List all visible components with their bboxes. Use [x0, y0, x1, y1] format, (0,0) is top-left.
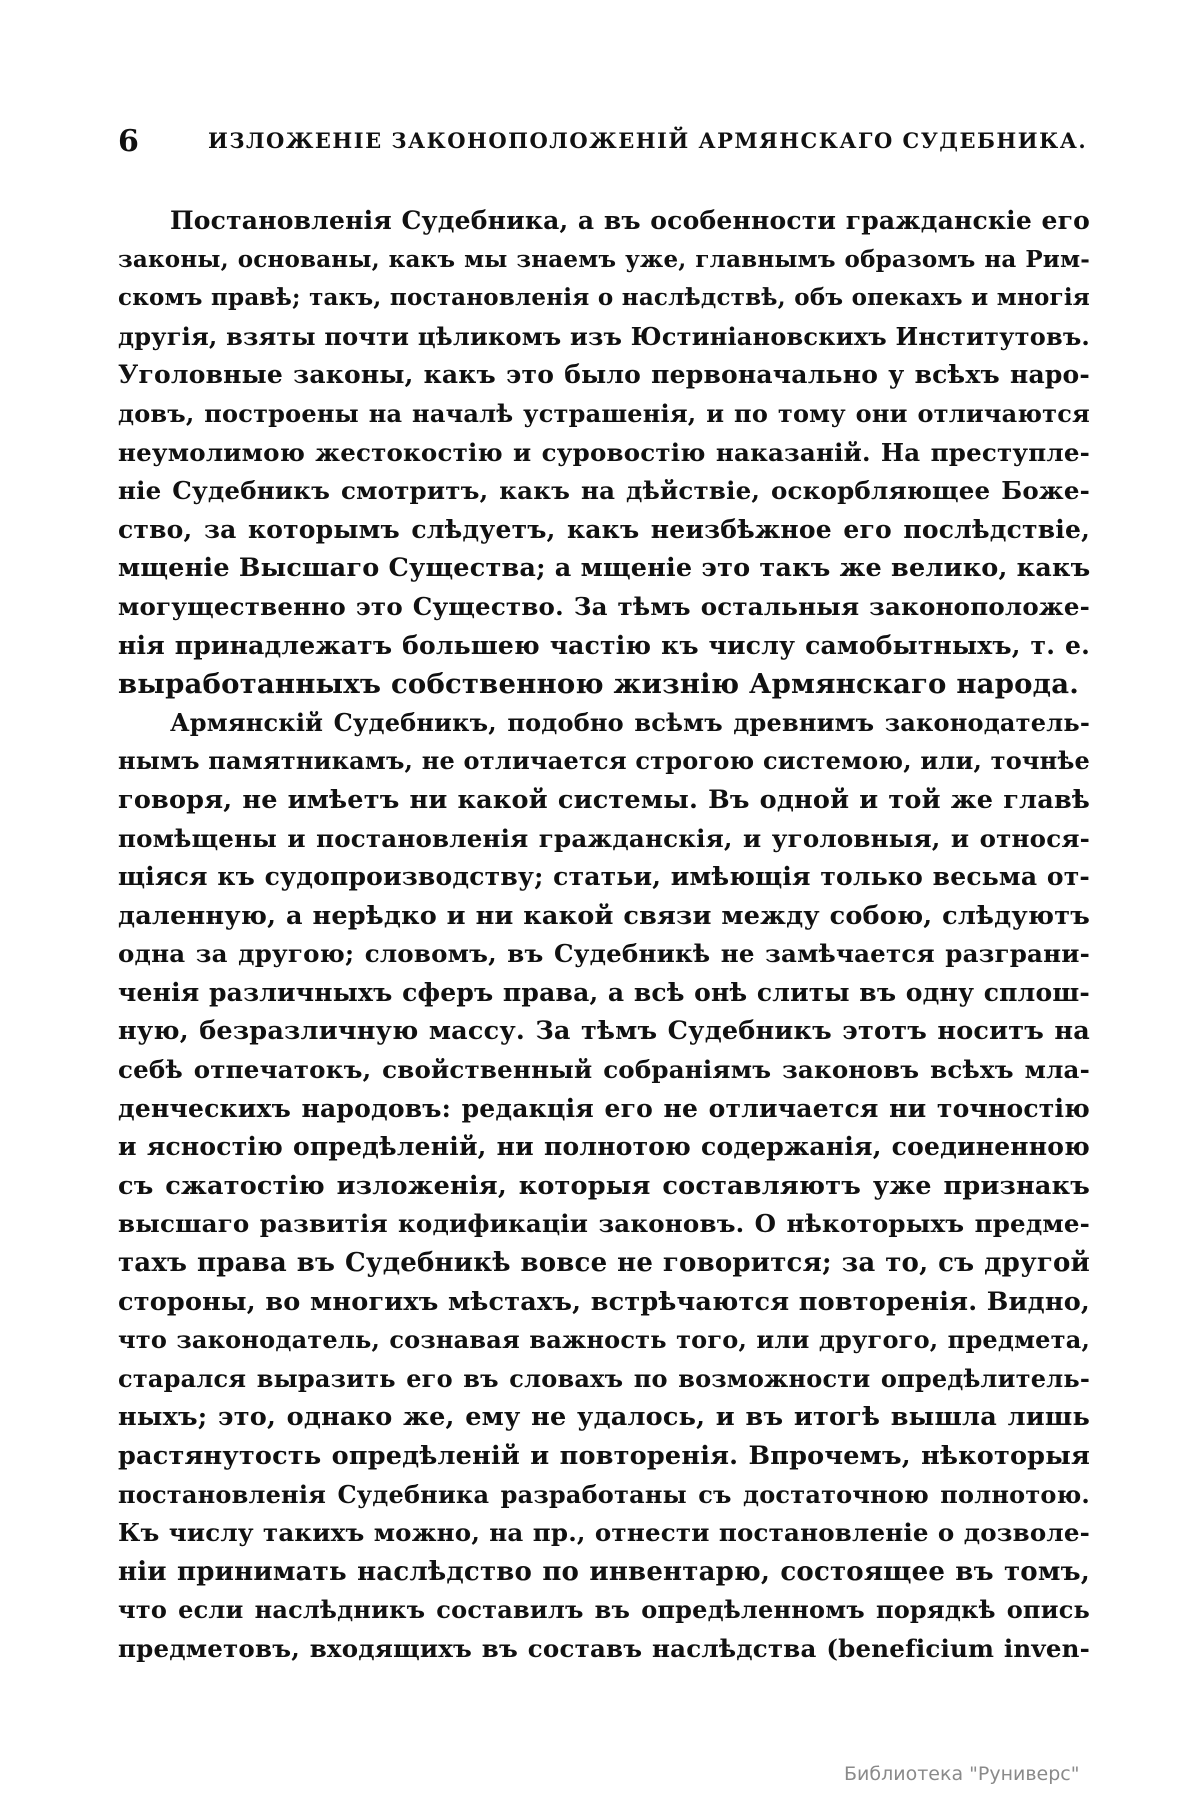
- paragraph-2-line: постановленія Судебника разработаны съ достаточною полнотою.: [118, 1479, 1090, 1509]
- paragraph-2-line: Къ числу такихъ можно, на пр., отнести постановленіе о дозволе-: [118, 1518, 1090, 1548]
- paragraph-2-line: предметовъ, входящихъ въ составъ наслѣдства (beneficium inven-: [118, 1633, 1090, 1663]
- paragraph-1-line: нія принадлежатъ большею частію къ числу самобытныхъ, т. е.: [118, 630, 1090, 660]
- paragraph-1-line: ство, за которымъ слѣдуетъ, какъ неизбѣжное его послѣдствіе,: [118, 514, 1090, 544]
- paragraph-1-line: мщеніе Высшаго Существа; а мщеніе это такъ же велико, какъ: [118, 553, 1091, 584]
- paragraph-2-line: Армянскій Судебникъ, подобно всѣмъ древнимъ законодатель-: [170, 707, 1090, 737]
- paragraph-1-line: Уголовные законы, какъ это было первоначально у всѣхъ наро-: [118, 360, 1090, 390]
- paragraph-2-line: растянутость опредѣленій и повторенія. Впрочемъ, нѣкоторыя: [118, 1441, 1090, 1471]
- paragraph-2-line: что законодатель, сознавая важность того, или другого, предмета,: [118, 1325, 1090, 1355]
- running-title: ИЗЛОЖЕНІЕ ЗАКОНОПОЛОЖЕНІЙ АРМЯНСКАГО СУДЕБНИКА.: [208, 128, 1088, 153]
- paragraph-1-line: довъ, построены на началѣ устрашенія, и по тому они отличаются: [118, 398, 1090, 428]
- paragraph-2-line: старался выразить его въ словахъ по возможности опредѣлитель-: [118, 1363, 1090, 1393]
- paragraph-2-line: говоря, не имѣетъ ни какой системы. Въ одной и той же главѣ: [118, 784, 1090, 815]
- paragraph-1-line: неумолимою жестокостію и суровостію наказаній. На преступле-: [118, 437, 1090, 467]
- paragraph-2-line: денческихъ народовъ: редакція его не отличается ни точностію: [118, 1093, 1090, 1123]
- paragraph-1-line: другія, взяты почти цѣликомъ изъ Юстиніановскихъ Институтовъ.: [118, 321, 1090, 351]
- paragraph-1-line: Постановленія Судебника, а въ особенности гражданскіе его: [170, 206, 1090, 235]
- paragraph-2-line: что если наслѣдникъ составилъ въ опредѣленномъ порядкѣ опись: [118, 1595, 1090, 1625]
- body-text: [118, 202, 1090, 1669]
- paragraph-2-line: щіяся къ судопроизводству; статьи, имѣющія только весьма от-: [118, 862, 1090, 892]
- paragraph-2-line: ныхъ; это, однако же, ему не удалось, и въ итогѣ вышла лишь: [118, 1402, 1090, 1433]
- paragraph-2-line: стороны, во многихъ мѣстахъ, встрѣчаются повторенія. Видно,: [118, 1286, 1090, 1317]
- paragraph-2-line: даленную, а нерѣдко и ни какой связи между собою, слѣдуютъ: [118, 900, 1090, 931]
- paragraph-2-line: нымъ памятникамъ, не отличается строгою системою, или, точнѣе: [118, 746, 1090, 776]
- paragraph-2-line: себѣ отпечатокъ, свойственный собраніямъ законовъ всѣхъ мла-: [118, 1055, 1090, 1085]
- library-watermark: Библиотека "Руниверс": [844, 1763, 1080, 1785]
- paragraph-2-line: высшаго развитія кодификаціи законовъ. О нѣкоторыхъ предме-: [118, 1209, 1090, 1239]
- paragraph-1-line: законы, основаны, какъ мы знаемъ уже, главнымъ образомъ на Рим-: [118, 245, 1090, 273]
- paragraph-1-line: скомъ правѣ; такъ, постановленія о наслѣдствѣ, объ опекахъ и многія: [118, 284, 1090, 312]
- page-number: 6: [118, 124, 140, 159]
- running-head: [118, 124, 1088, 164]
- paragraph-2-line: ченія различныхъ сферъ права, а всѣ онѣ слиты въ одну сплош-: [118, 977, 1090, 1007]
- paragraph-1-line: ніе Судебникъ смотритъ, какъ на дѣйствіе, оскорбляющее Боже-: [118, 476, 1090, 506]
- paragraph-2-line: ную, безразличную массу. За тѣмъ Судебникъ этотъ носитъ на: [118, 1016, 1090, 1047]
- paragraph-2-line: одна за другою; словомъ, въ Судебникѣ не замѣчается разграни-: [118, 939, 1090, 969]
- paragraph-2-line: тахъ права въ Судебникѣ вовсе не говорится; за то, съ другой: [118, 1248, 1090, 1279]
- paragraph-2-line: ніи принимать наслѣдство по инвентарю, состоящее въ томъ,: [118, 1556, 1090, 1587]
- paragraph-1-line: могущественно это Существо. За тѣмъ остальныя законоположе-: [118, 591, 1090, 621]
- paragraph-2-line: и ясностію опредѣленій, ни полнотою содержанія, соединенною: [118, 1132, 1090, 1162]
- paragraph-2-line: съ сжатостію изложенія, которыя составляютъ уже признакъ: [118, 1170, 1090, 1201]
- paragraph-1-line: выработанныхъ собственною жизнію Армянскаго народа.: [118, 668, 1079, 701]
- paragraph-2-line: помѣщены и постановленія гражданскія, и уголовныя, и относя-: [118, 823, 1090, 853]
